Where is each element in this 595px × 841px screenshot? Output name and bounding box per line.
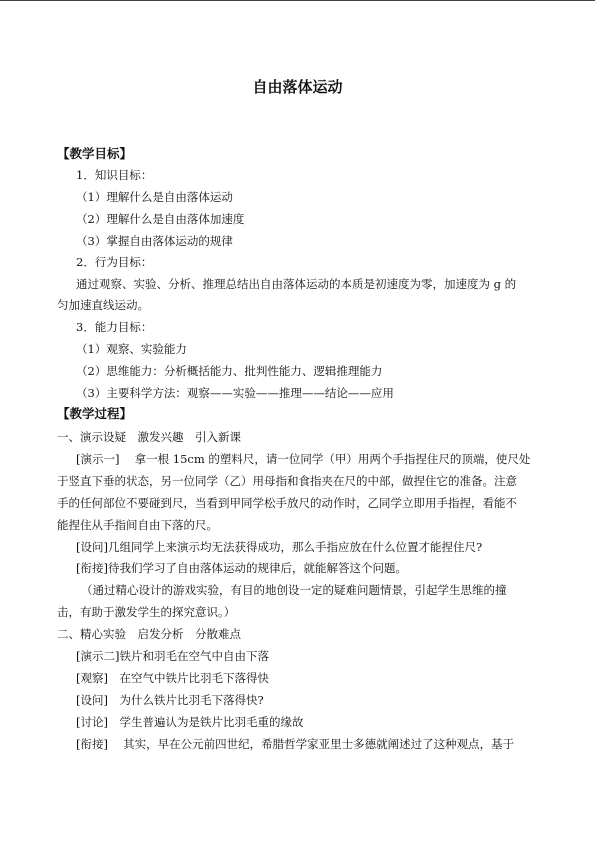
page-top-border bbox=[0, 0, 595, 1]
subheading-ability: 3．能力目标： bbox=[76, 320, 153, 334]
list-item: （1）理解什么是自由落体运动 bbox=[76, 190, 233, 204]
paragraph-line: [衔接]待我们学习了自由落体运动的规律后，就能解答这个问题。 bbox=[76, 561, 407, 575]
paragraph-line: 匀加速直线运动。 bbox=[57, 298, 149, 312]
list-item: （1）观察、实验能力 bbox=[76, 342, 187, 356]
paragraph-line: 通过观察、实验、分析、推理总结出自由落体运动的本质是初速度为零，加速度为 g 的 bbox=[76, 277, 517, 291]
paragraph-line: 于竖直下垂的状态，另一位同学（乙）用母指和食指夹在尺的中部，做捏住它的准备。注意 bbox=[57, 474, 517, 488]
list-item: （2）理解什么是自由落体加速度 bbox=[76, 212, 245, 226]
list-item: （3）掌握自由落体运动的规律 bbox=[76, 234, 233, 248]
section-heading-process: 【教学过程】 bbox=[57, 406, 133, 421]
paragraph-line: [设问] 为什么铁片比羽毛下落得快? bbox=[76, 693, 264, 707]
list-item: （2）思维能力：分析概括能力、批判性能力、逻辑推理能力 bbox=[76, 364, 383, 378]
paragraph-line: 能捏住从手指间自由下落的尺。 bbox=[57, 518, 218, 532]
paragraph-line: [衔接] 其实，早在公元前四世纪，希腊哲学家亚里士多德就阐述过了这种观点，基于 bbox=[76, 737, 515, 751]
subheading-behavior: 2．行为目标： bbox=[76, 255, 153, 269]
paragraph-line: [演示二]铁片和羽毛在空气中自由下落 bbox=[76, 649, 269, 663]
part-heading: 一、演示设疑 激发兴趣 引入新课 bbox=[57, 430, 241, 444]
paragraph-line: 手的任何部位不要碰到尺，当看到甲同学松手放尺的动作时，乙同学立即用手指捏，看能不 bbox=[57, 496, 517, 510]
list-item: （3）主要科学方法：观察——实验——推理——结论——应用 bbox=[76, 386, 394, 400]
paragraph-line: [讨论] 学生普遍认为是铁片比羽毛重的缘故 bbox=[76, 715, 304, 729]
section-heading-goals: 【教学目标】 bbox=[57, 146, 133, 161]
part-heading: 二、精心实验 启发分析 分散难点 bbox=[57, 627, 241, 641]
paragraph-line: [观察] 在空气中铁片比羽毛下落得快 bbox=[76, 671, 269, 685]
paragraph-line: [设问]几组同学上来演示均无法获得成功，那么手指应放在什么位置才能捏住尺? bbox=[76, 540, 483, 554]
paragraph-line: 击，有助于激发学生的探究意识。） bbox=[57, 605, 236, 619]
subheading-knowledge: 1．知识目标： bbox=[76, 168, 153, 182]
paragraph-line: （通过精心设计的游戏实验，有目的地创设一定的疑难问题情景，引起学生思维的撞 bbox=[81, 583, 507, 597]
paragraph-line: [演示一] 拿一根 15cm 的塑料尺，请一位同学（甲）用两个手指捏住尺的顶端，使尺处 bbox=[76, 452, 531, 466]
page-title: 自由落体运动 bbox=[252, 78, 343, 96]
